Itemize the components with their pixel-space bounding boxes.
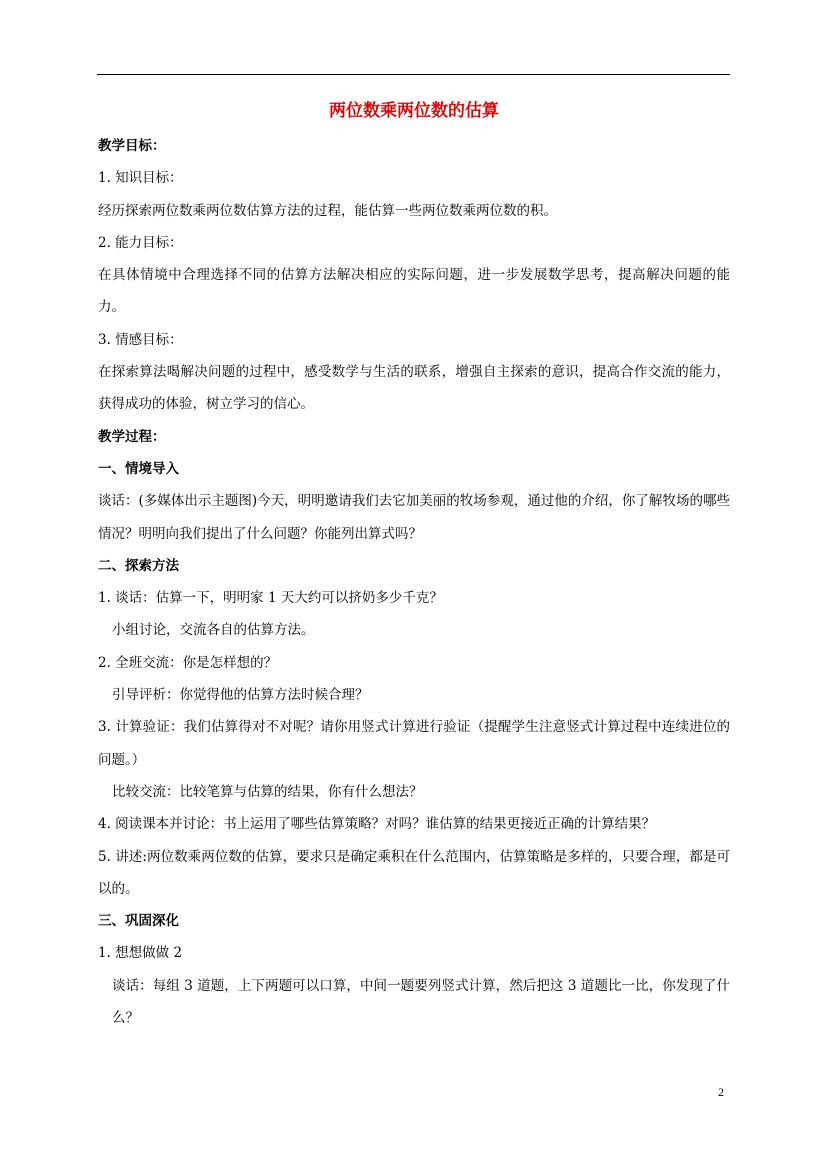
- header-rule: [97, 74, 730, 75]
- paragraph-line: 3. 计算验证：我们估算得对不对呢？请你用竖式计算进行验证（提醒学生注意竖式计算过程中连续进位的问题。）: [98, 719, 730, 768]
- paragraph-line: 1. 知识目标：: [98, 170, 183, 187]
- paragraph-line: 一、情境导入: [98, 460, 179, 477]
- paragraph-line: 在探索算法喝解决问题的过程中，感受数学与生活的联系，增强自主探索的意识，提高合作交流的能力，获得成功的体验，树立学习的信心。: [98, 364, 730, 413]
- paragraph-line: 1. 想想做做 2: [98, 945, 183, 962]
- paragraph-line: 教学目标：: [98, 138, 166, 154]
- page-number: 2: [718, 1085, 724, 1099]
- paragraph-line: 2. 全班交流：你是怎样想的？: [98, 654, 278, 671]
- paragraph-line: 小组讨论，交流各自的估算方法。: [112, 622, 315, 639]
- document-lines: [98, 130, 730, 1034]
- paragraph-line: 4. 阅读课本并讨论：书上运用了哪些估算策略？对吗？谁估算的结果更接近正确的计算结果？: [98, 816, 656, 833]
- document-body: [98, 96, 730, 1034]
- paragraph-line: 谈话：每组 3 道题，上下两题可以口算，中间一题要列竖式计算，然后把这 3 道题比一比，你发现了什么？: [112, 977, 730, 1027]
- paragraph-line: 三、巩固深化: [98, 913, 179, 930]
- paragraph-line: 谈话：(多媒体出示主题图)今天，明明邀请我们去它加美丽的牧场参观，通过他的介绍，你了解牧场的哪些情况？明明向我们提出了什么问题？你能列出算式吗？: [98, 493, 730, 542]
- paragraph-line: 在具体情境中合理选择不同的估算方法解决相应的实际问题，进一步发展数学思考，提高解决问题的能力。: [98, 267, 730, 316]
- paragraph-line: 2. 能力目标：: [98, 234, 183, 251]
- paragraph-line: 3. 情感目标：: [98, 331, 183, 348]
- paragraph-line: 经历探索两位数乘两位数估算方法的过程，能估算一些两位数乘两位数的积。: [98, 202, 557, 219]
- paragraph-line: 比较交流：比较笔算与估算的结果，你有什么想法？: [112, 783, 423, 800]
- paragraph-line: 二、探索方法: [98, 557, 179, 574]
- paragraph-line: 引导评析：你觉得他的估算方法时候合理？: [112, 687, 369, 704]
- document-title: 两位数乘两位数的估算: [329, 101, 499, 121]
- paragraph-line: 5. 讲述:两位数乘两位数的估算，要求只是确定乘积在什么范围内，估算策略是多样的，只要合理，都是可以的。: [98, 848, 730, 897]
- paragraph-line: 1. 谈话：估算一下，明明家 1 天大约可以挤奶多少千克？: [98, 590, 443, 607]
- paragraph-line: 教学过程：: [98, 428, 166, 445]
